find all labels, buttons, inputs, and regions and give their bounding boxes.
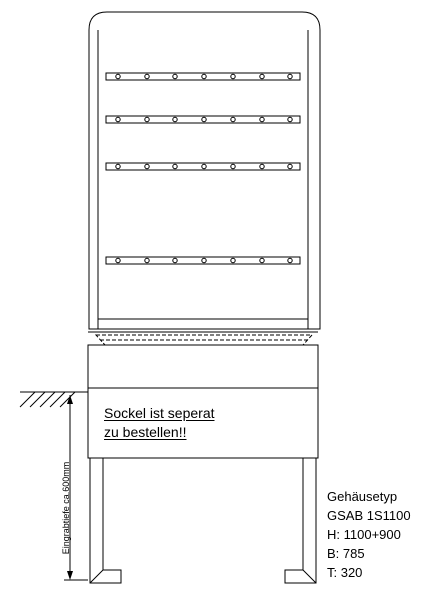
note-line-2: zu bestellen!!	[104, 424, 187, 440]
rail-hole	[145, 258, 149, 262]
rail-hole	[288, 117, 292, 121]
rail-hole	[173, 164, 177, 168]
rail-hole	[231, 258, 235, 262]
housing-specs	[327, 487, 411, 582]
dimension-label: Eingrabtiefe ca.600mm	[61, 461, 71, 555]
rail-hole	[145, 164, 149, 168]
rail-hole	[288, 164, 292, 168]
rail-hole	[173, 74, 177, 78]
rail-hole	[260, 164, 264, 168]
socket-body	[88, 345, 318, 388]
rail-hole	[231, 117, 235, 121]
rail-hole	[202, 117, 206, 121]
rail-hole	[202, 164, 206, 168]
rail-hole	[116, 258, 120, 262]
socket-right-leg	[285, 458, 316, 583]
rail-hole	[145, 74, 149, 78]
rail-hole	[231, 74, 235, 78]
socket-left-leg	[90, 458, 121, 583]
spec-height: H: 1100+900	[327, 527, 401, 542]
left-leg-diagonal	[90, 570, 103, 583]
spec-width: B: 785	[327, 546, 365, 561]
rail-hole	[288, 258, 292, 262]
rail-hole	[116, 164, 120, 168]
rail-hole	[145, 117, 149, 121]
rail-hole	[116, 117, 120, 121]
right-leg-diagonal	[303, 570, 316, 583]
spec-type-label: Gehäusetyp	[327, 489, 398, 504]
rail-hole	[202, 74, 206, 78]
rail-hole	[202, 258, 206, 262]
rail-hole	[173, 117, 177, 121]
rail-hole	[260, 74, 264, 78]
rail-hole	[173, 258, 177, 262]
mounting-rails	[106, 73, 300, 264]
rail-hole	[260, 258, 264, 262]
spec-depth: T: 320	[327, 565, 363, 580]
rail-hole	[231, 164, 235, 168]
spec-type-value: GSAB 1S1100	[327, 508, 411, 523]
socket-note	[104, 404, 215, 442]
rail-hole	[288, 74, 292, 78]
rail-hole	[260, 117, 264, 121]
note-line-1: Sockel ist seperat	[104, 405, 215, 421]
rail-hole	[116, 74, 120, 78]
ground-symbol	[20, 392, 88, 407]
